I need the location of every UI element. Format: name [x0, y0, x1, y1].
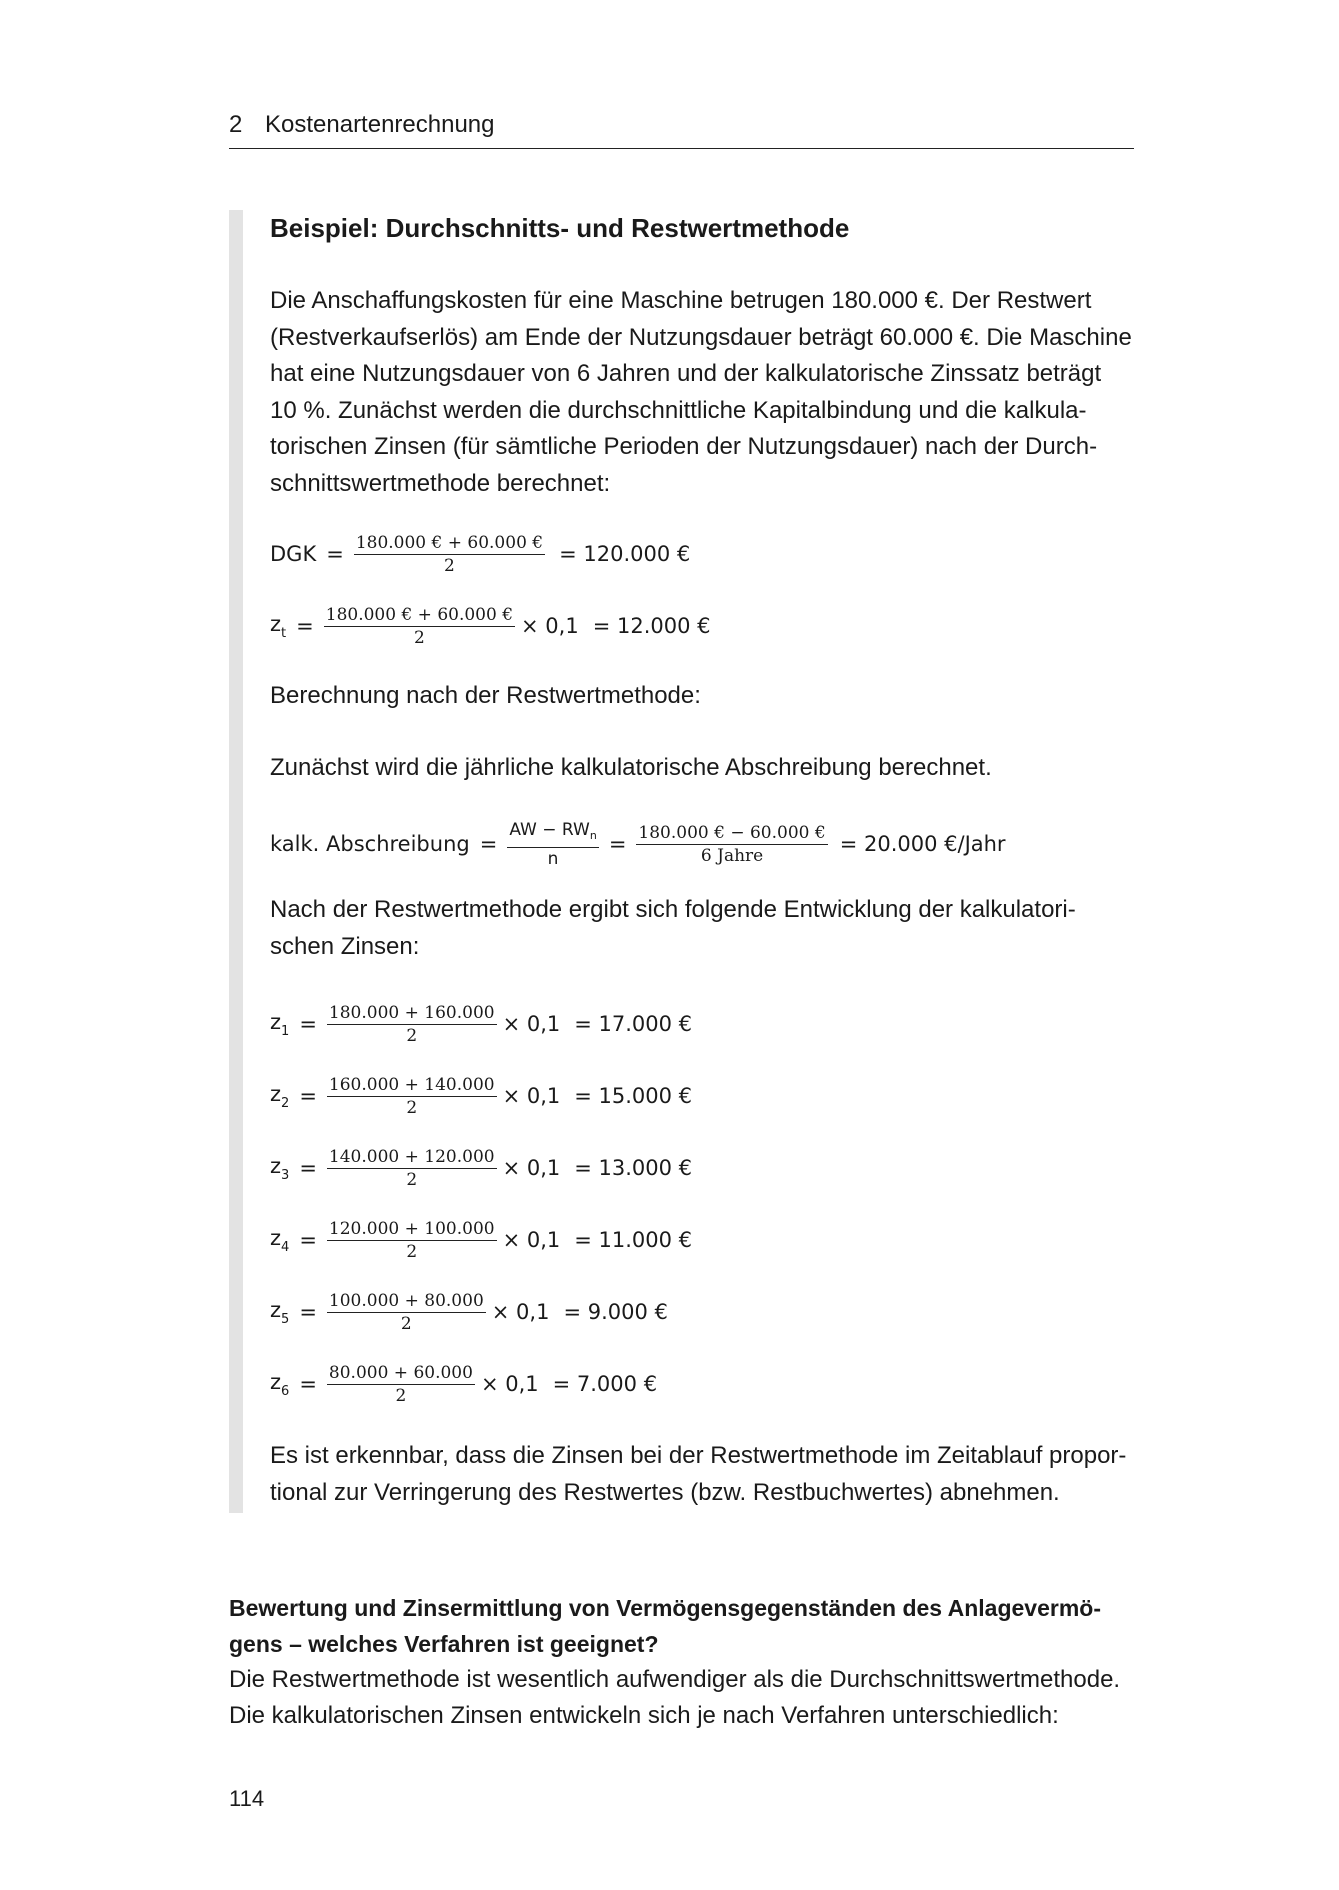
equation-factor: × 0,1: [502, 1084, 561, 1108]
conclusion-line: tional zur Verringerung des Restwertes (bzw. Restbuchwertes) abnehmen.: [270, 1478, 1060, 1506]
intro-line: hat eine Nutzungsdauer von 6 Jahren und der kalkulatorische Zinssatz beträgt: [270, 360, 1102, 387]
zinsen-intro-paragraph: [270, 892, 1076, 965]
equation-result: = 9.000 €: [563, 1300, 668, 1324]
equation-factor: × 0,1: [491, 1300, 550, 1324]
fraction: [354, 533, 545, 576]
example-sidebar-bar: [229, 210, 243, 1513]
equation-result: = 11.000 €: [574, 1228, 693, 1252]
fraction-denominator: 2: [406, 1025, 418, 1046]
equation-lhs: $z_t$: [270, 611, 287, 641]
fraction-numerator: 180.000 € + 60.000 €: [325, 604, 514, 625]
fraction: [327, 1003, 497, 1046]
fraction-denominator: 2: [400, 1313, 412, 1334]
fraction-denominator: 2: [406, 1169, 418, 1190]
equation-result: = 20.000 €/Jahr: [839, 832, 1006, 856]
fraction-denominator: 2: [395, 1385, 407, 1406]
intro-line: schnittswertmethode berechnet:: [270, 469, 611, 497]
equation-z3: $z_3$ = $\frac{140.000 + 120.000}{2}$ × 0,1 = 13.000 €: [270, 1146, 693, 1190]
header-divider: [229, 148, 1134, 149]
equation-result: = 120.000 €: [559, 542, 691, 566]
section-body-line: Die Restwertmethode ist wesentlich aufwendiger als die Durchschnittswertmethode.: [229, 1666, 1121, 1693]
equation-factor: × 0,1: [502, 1156, 561, 1180]
fraction-denominator: n: [547, 848, 559, 869]
fraction-numerator: 120.000 + 100.000: [328, 1218, 495, 1239]
fraction-numerator: AW − $RW_n$: [507, 820, 598, 848]
fraction-denominator: 2: [444, 555, 455, 576]
section-title: [229, 1590, 1139, 1662]
equation-z4: $z_4$ = $\frac{120.000 + 100.000}{2}$ × 0,1 = 11.000 €: [270, 1218, 693, 1262]
restwert-heading: Berechnung nach der Restwertmethode:: [270, 682, 701, 709]
equation-factor: × 0,1: [502, 1228, 561, 1252]
equation-zt: $z_t$ = $\frac{180.000 € + 60.000 €}{2}$ × 0,1 = 12.000 €: [270, 604, 711, 648]
fraction: [327, 1147, 497, 1190]
chapter-title: Kostenartenrechnung: [265, 111, 495, 138]
fraction: [636, 823, 827, 866]
zinsen-intro-line: schen Zinsen:: [270, 932, 420, 960]
equation-result: = 12.000 €: [592, 614, 711, 638]
equation-result: = 13.000 €: [574, 1156, 693, 1180]
equation-z1: $z_1$ = $\frac{180.000 + 160.000}{2}$ × 0,1 = 17.000 €: [270, 1002, 693, 1046]
equation-lhs: $z_1$: [270, 1009, 290, 1039]
equation-lhs: $z_2$: [270, 1081, 290, 1111]
fraction: [327, 1075, 497, 1118]
fraction-denominator: 2: [413, 627, 425, 648]
equation-result: = 17.000 €: [574, 1012, 693, 1036]
equation-result: = 7.000 €: [552, 1372, 658, 1396]
fraction: [507, 820, 598, 869]
fraction-numerator: 100.000 + 80.000: [328, 1290, 484, 1311]
fraction-numerator: 140.000 + 120.000: [328, 1146, 495, 1167]
fraction-denominator: 2: [406, 1097, 418, 1118]
section-title-line: Bewertung und Zinsermittlung von Vermögensgegenständen des Anlagevermö-: [229, 1595, 1102, 1621]
fraction-denominator: 6 Jahre: [700, 845, 764, 866]
conclusion-line: Es ist erkennbar, dass die Zinsen bei der Restwertmethode im Zeitablauf propor-: [270, 1442, 1127, 1469]
section-block: [229, 1590, 1139, 1734]
equation-lhs: $z_3$: [270, 1153, 290, 1183]
running-header: [229, 111, 495, 139]
abschreibung-intro: Zunächst wird die jährliche kalkulatorische Abschreibung berechnet.: [270, 754, 992, 781]
chapter-number: 2: [229, 111, 243, 138]
equation-lhs: $z_5$: [270, 1297, 290, 1327]
equation-result: = 15.000 €: [574, 1084, 693, 1108]
intro-line: (Restverkaufserlös) am Ende der Nutzungsdauer beträgt 60.000 €. Die Maschine: [270, 323, 1132, 351]
fraction-numerator: 180.000 + 160.000: [328, 1002, 495, 1023]
example-intro-paragraph: [270, 283, 1140, 502]
intro-line: torischen Zinsen (für sämtliche Perioden der Nutzungsdauer) nach der Durch-: [270, 433, 1098, 460]
equation-factor: × 0,1: [480, 1372, 539, 1396]
equation-z5: $z_5$ = $\frac{100.000 + 80.000}{2}$ × 0,1 = 9.000 €: [270, 1290, 668, 1334]
equation-lhs: kalk. Abschreibung: [270, 832, 470, 856]
equation-abschreibung: kalk. Abschreibung = $\frac{AW - RW_n}{n}$ = $\frac{180.000 € - 60.000 €}{\text{6 Jahre}}$ = 20.000 €/Jahr: [270, 819, 1006, 869]
intro-line: 10 %. Zunächst werden die durchschnittliche Kapitalbindung und die kalkula-: [270, 396, 1087, 424]
example-title: Beispiel: Durchschnitts- und Restwertmethode: [270, 213, 850, 243]
fraction: [327, 1291, 486, 1334]
fraction-numerator: 80.000 + 60.000: [328, 1362, 473, 1383]
equation-z2: $z_2$ = $\frac{160.000 + 140.000}{2}$ × 0,1 = 15.000 €: [270, 1074, 693, 1118]
example-box: [270, 208, 1140, 1506]
intro-line: Die Anschaffungskosten für eine Maschine betrugen 180.000 €. Der Restwert: [270, 287, 1092, 314]
fraction-numerator: 180.000 € − 60.000 €: [638, 822, 826, 843]
section-title-line: gens – welches Verfahren ist geeignet?: [229, 1631, 659, 1657]
equation-lhs: $z_4$: [270, 1225, 290, 1255]
fraction-denominator: 2: [406, 1241, 418, 1262]
equation-dgk: DGK = $\frac{180.000 € + 60.000 €}{2}$ = 120.000 €: [270, 532, 691, 576]
fraction-numerator: 180.000 € + 60.000 €: [355, 532, 544, 553]
fraction: [327, 1363, 475, 1406]
fraction: [324, 605, 515, 648]
section-body-line: Die kalkulatorischen Zinsen entwickeln sich je nach Verfahren unterschiedlich:: [229, 1702, 1059, 1729]
fraction-numerator: 160.000 + 140.000: [328, 1074, 495, 1095]
conclusion-paragraph: [270, 1438, 1126, 1511]
fraction: [327, 1219, 497, 1262]
section-body: [229, 1662, 1139, 1734]
equation-lhs: DGK: [270, 542, 317, 566]
equation-factor: × 0,1: [521, 614, 579, 638]
equation-factor: × 0,1: [502, 1012, 561, 1036]
page-number: 114: [229, 1786, 265, 1811]
equation-lhs: $z_6$: [270, 1369, 290, 1399]
equation-z6: $z_6$ = $\frac{80.000 + 60.000}{2}$ × 0,1 = 7.000 €: [270, 1362, 658, 1406]
zinsen-intro-line: Nach der Restwertmethode ergibt sich folgende Entwicklung der kalkulatori-: [270, 896, 1076, 923]
